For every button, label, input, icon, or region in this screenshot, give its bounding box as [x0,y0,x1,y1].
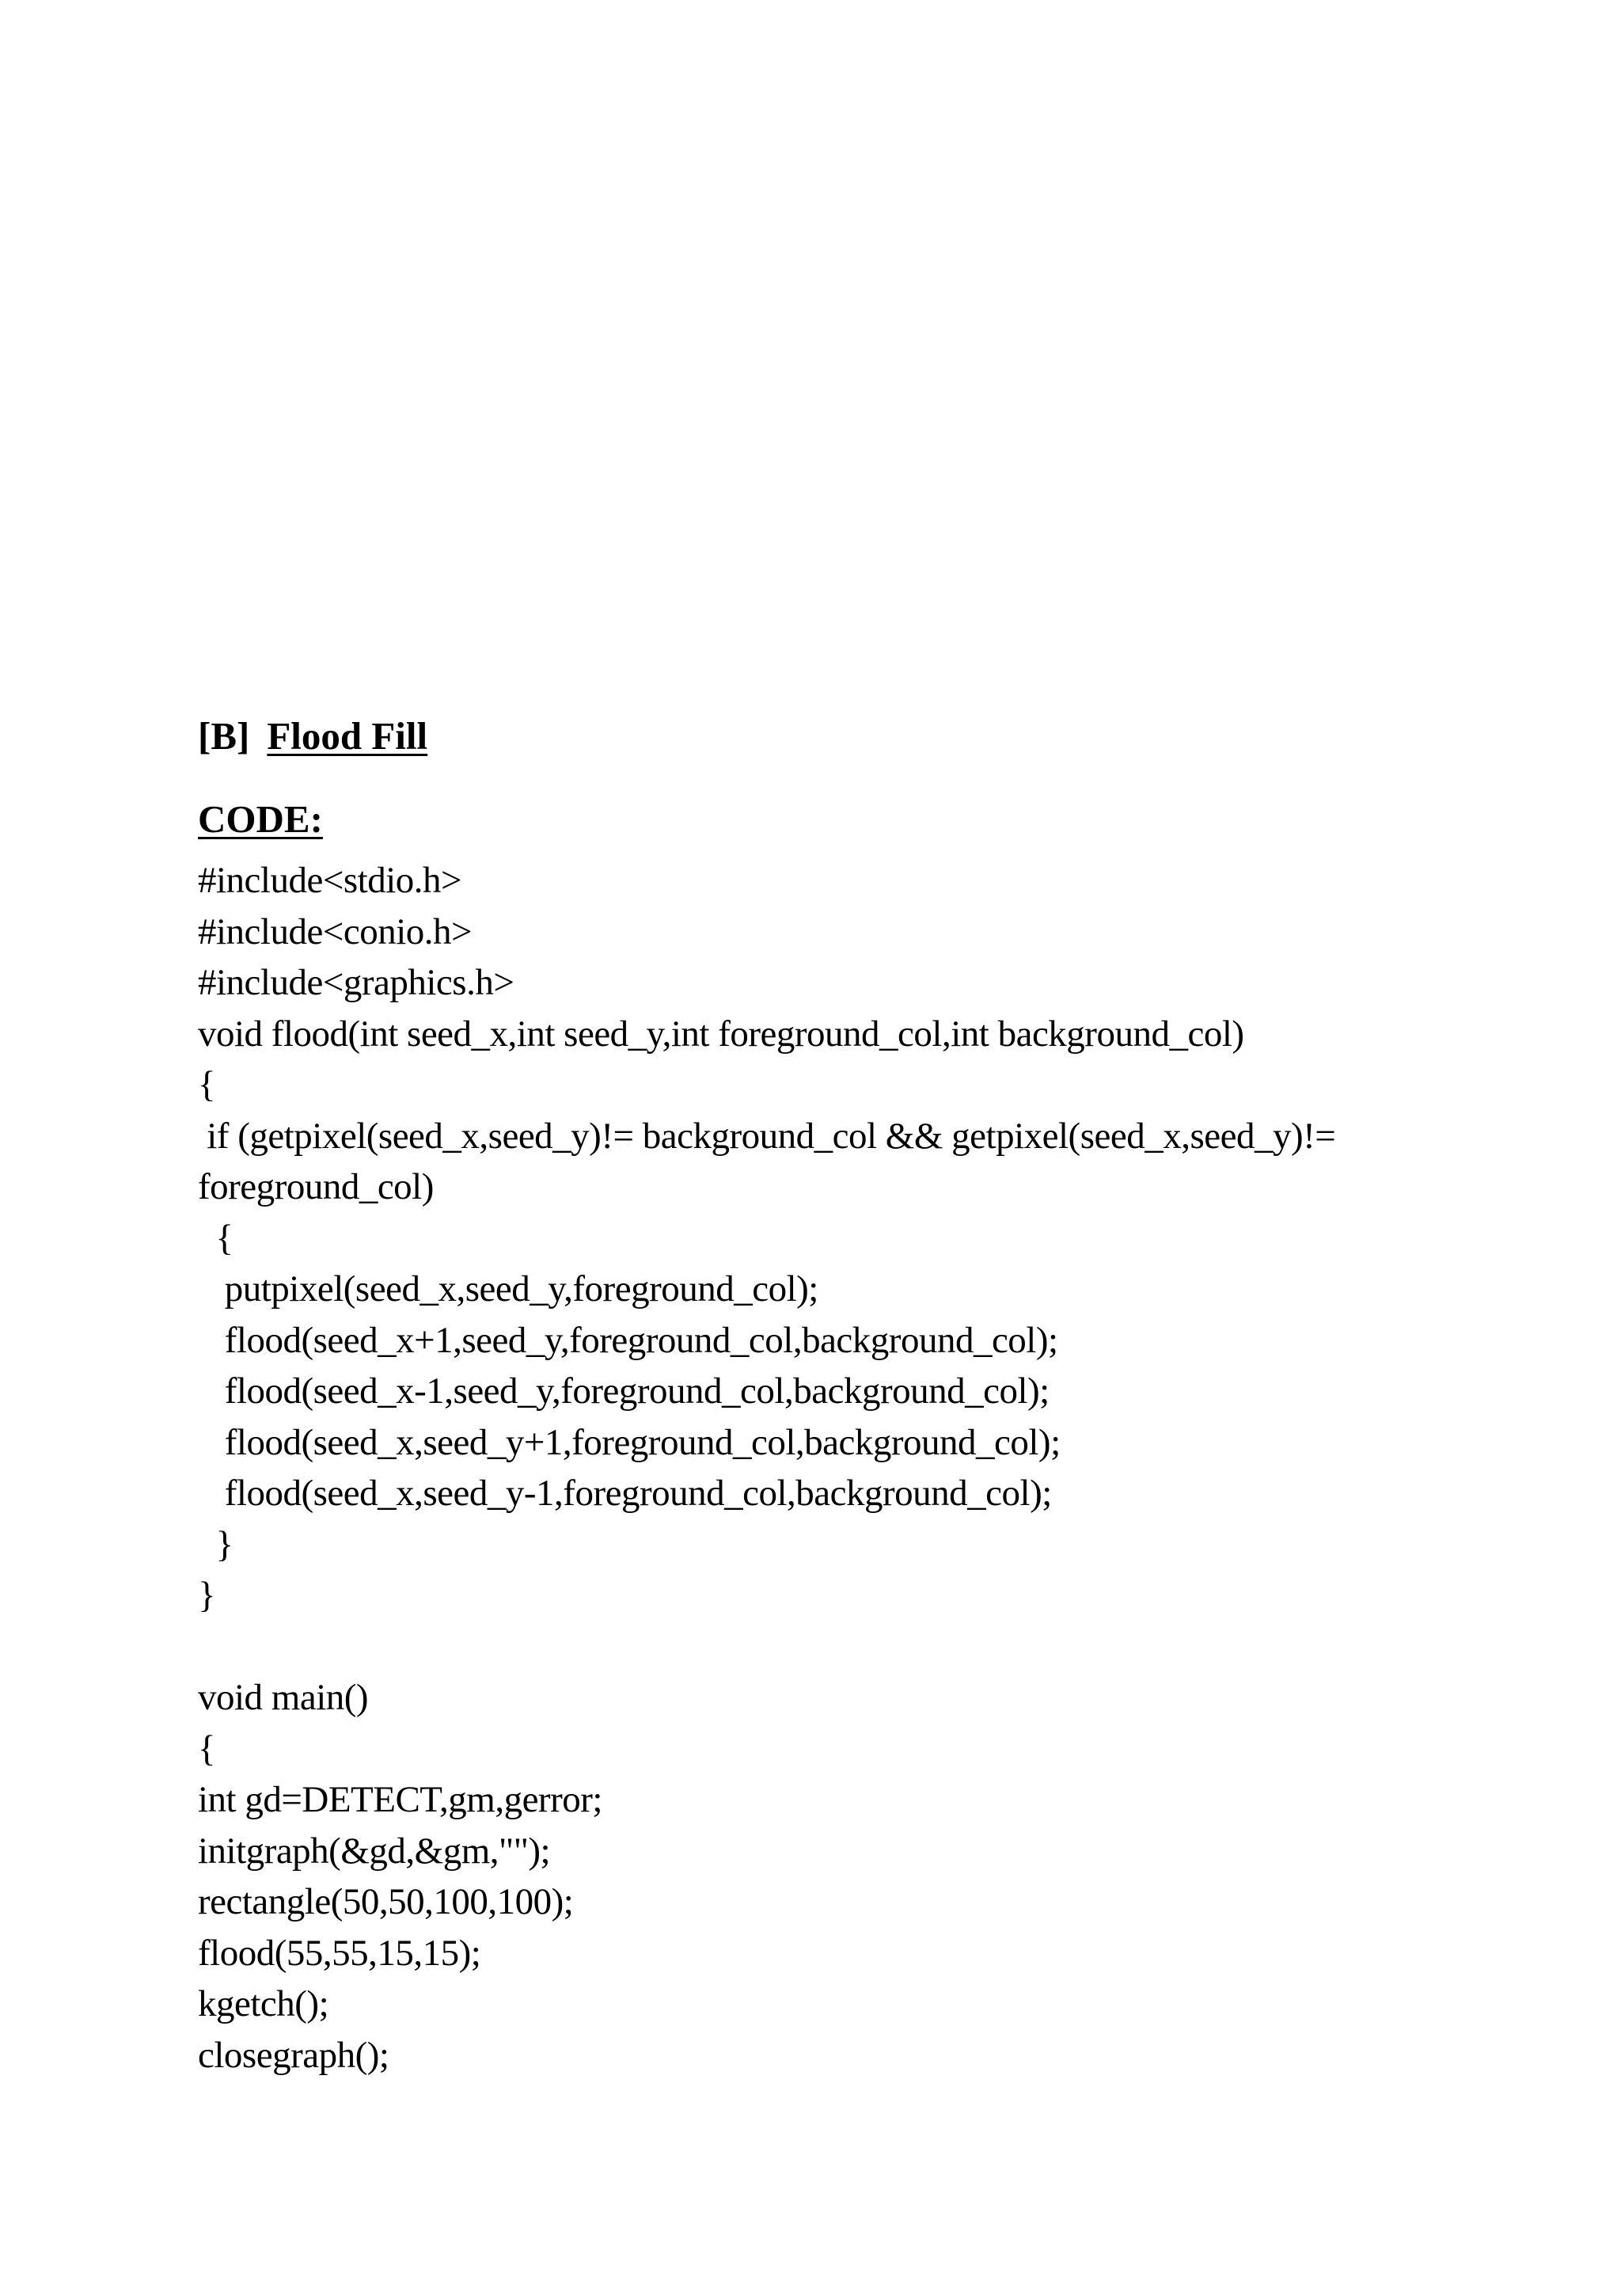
code-line: initgraph(&gd,&gm,""); [198,1830,551,1872]
code-line: int gd=DETECT,gm,gerror; [198,1779,602,1820]
code-line: } [198,1523,233,1565]
code-line: kgetch(); [198,1983,329,2024]
code-line: foreground_col) [198,1166,434,1207]
section-label: [B] [198,714,250,758]
code-line: flood(55,55,15,15); [198,1932,481,1974]
code-line: #include<graphics.h> [198,962,514,1003]
section-title: Flood Fill [267,714,428,758]
code-block [198,855,1496,2081]
code-line: } [198,1575,216,1616]
code-label: CODE: [198,797,323,841]
code-line: #include<conio.h> [198,910,473,952]
code-line: putpixel(seed_x,seed_y,foreground_col); [198,1268,818,1310]
code-line: flood(seed_x+1,seed_y,foreground_col,background_col); [198,1319,1058,1361]
code-line [198,1621,1496,1673]
code-line: { [198,1728,216,1770]
code-line: { [198,1064,216,1105]
code-line: closegraph(); [198,2034,389,2076]
code-line: flood(seed_x,seed_y-1,foreground_col,background_col); [198,1473,1052,1514]
code-line: flood(seed_x-1,seed_y,foreground_col,background_col); [198,1370,1050,1412]
code-line: { [198,1217,233,1259]
code-line: void main() [198,1677,369,1718]
code-line: flood(seed_x,seed_y+1,foreground_col,background_col); [198,1421,1061,1463]
section-heading [198,714,428,758]
code-line: #include<stdio.h> [198,860,462,901]
code-line: void flood(int seed_x,int seed_y,int foreground_col,int background_col) [198,1013,1244,1055]
code-line: if (getpixel(seed_x,seed_y)!= background_col && getpixel(seed_x,seed_y)!= [198,1115,1336,1157]
code-line: rectangle(50,50,100,100); [198,1881,574,1922]
